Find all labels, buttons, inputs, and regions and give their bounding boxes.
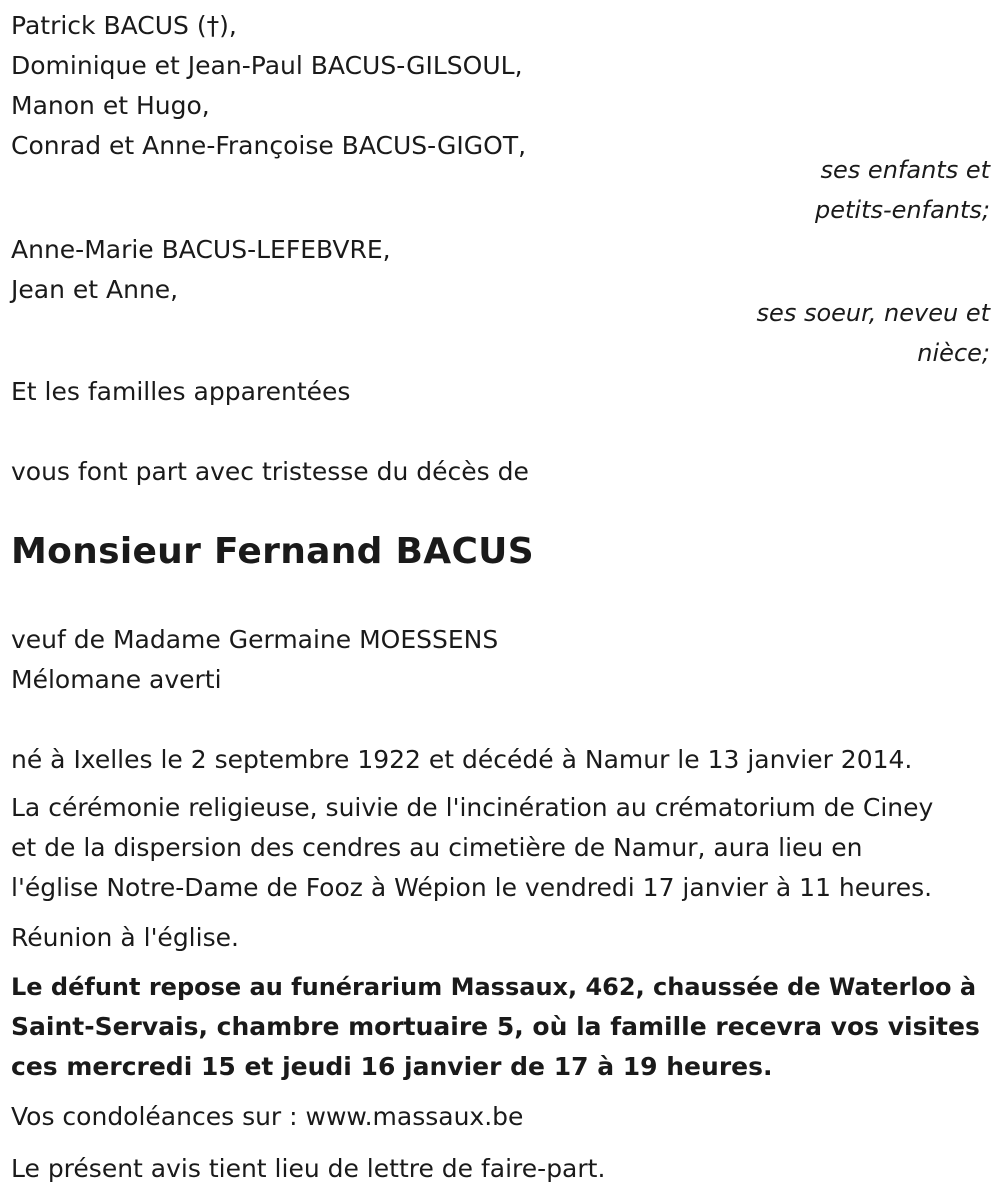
meeting: Réunion à l'église. <box>11 923 239 952</box>
ceremony-line: l'église Notre-Dame de Fooz à Wépion le vendredi 17 janvier à 11 heures. <box>11 873 933 902</box>
deceased-name: Monsieur Fernand BACUS <box>11 531 534 572</box>
visitation <box>11 967 990 1087</box>
family-member: Conrad et Anne-Françoise BACUS-GIGOT, <box>11 131 527 160</box>
detail-line: veuf de Madame Germaine MOESSENS <box>11 625 499 654</box>
family-group-1-relation <box>11 150 990 230</box>
relation-line: nièce; <box>917 339 990 367</box>
family-group-1 <box>11 6 990 166</box>
family-member: Dominique et Jean-Paul BACUS-GILSOUL, <box>11 51 523 80</box>
ceremony-line: et de la dispersion des cendres au cimetière de Namur, aura lieu en <box>11 833 863 862</box>
birth-death: né à Ixelles le 2 septembre 1922 et décédé à Namur le 13 janvier 2014. <box>11 745 913 774</box>
announcement: vous font part avec tristesse du décès de <box>11 457 529 486</box>
ceremony-line: La cérémonie religieuse, suivie de l'incinération au crématorium de Ciney <box>11 793 934 822</box>
relation-line: ses soeur, neveu et <box>756 299 990 327</box>
visitation-line: Saint-Servais, chambre mortuaire 5, où la famille recevra vos visites <box>11 1012 980 1041</box>
visitation-line: Le défunt repose au funérarium Massaux, 462, chaussée de Waterloo à <box>11 973 977 1001</box>
family-member: Patrick BACUS (†), <box>11 11 237 40</box>
family-member: Manon et Hugo, <box>11 91 210 120</box>
condolences: Vos condoléances sur : www.massaux.be <box>11 1102 524 1131</box>
extended-family: Et les familles apparentées <box>11 377 351 406</box>
visitation-line: ces mercredi 15 et jeudi 16 janvier de 17 à 19 heures. <box>11 1052 773 1081</box>
detail-line: Mélomane averti <box>11 665 222 694</box>
deceased-details <box>11 620 990 700</box>
relation-line: petits-enfants; <box>815 196 990 224</box>
notice: Le présent avis tient lieu de lettre de faire-part. <box>11 1154 606 1183</box>
ceremony <box>11 788 990 908</box>
family-member: Jean et Anne, <box>11 275 179 304</box>
family-member: Anne-Marie BACUS-LEFEBVRE, <box>11 235 391 264</box>
family-group-2-relation <box>11 293 990 373</box>
relation-line: ses enfants et <box>820 156 990 184</box>
